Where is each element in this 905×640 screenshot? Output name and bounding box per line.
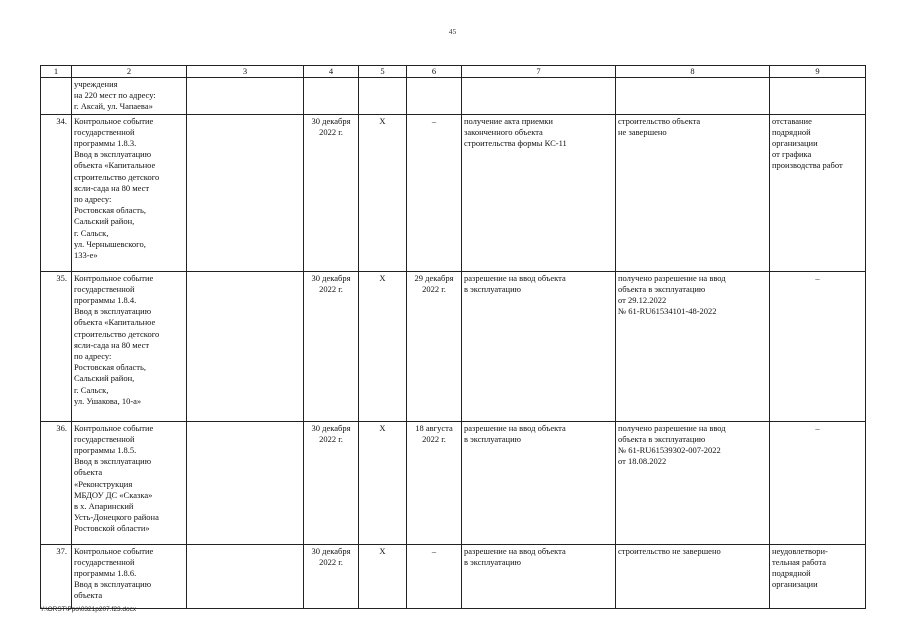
text-line: строительство детского — [74, 171, 160, 182]
column-header-3: 3 — [187, 66, 304, 78]
text-line: строительство объекта — [618, 115, 701, 126]
text-line: – — [431, 545, 437, 556]
text-line: 2022 г. — [319, 126, 343, 137]
table-row — [41, 271, 866, 421]
cell-plan-date — [304, 78, 359, 115]
cell-reason — [770, 114, 866, 271]
text-line: 30 декабря — [311, 272, 351, 283]
text-line: от графика — [772, 149, 812, 160]
cell-reason — [770, 544, 866, 608]
cell-plan-date — [304, 271, 359, 421]
cell-col3 — [187, 114, 304, 271]
text-line: по адресу: — [74, 351, 112, 362]
cell-col5 — [359, 78, 407, 115]
cell-actual-date — [407, 78, 462, 115]
cell-actual-date — [407, 544, 462, 608]
text-line: объекта «Капитальное — [74, 160, 156, 171]
text-line: Ввод в эксплуатацию — [74, 579, 152, 590]
cell-col5: X — [359, 271, 407, 421]
text-line: получено разрешение на ввод — [618, 272, 726, 283]
cell-col3 — [187, 544, 304, 608]
text-line: 2022 г. — [319, 433, 343, 444]
text-line: № 61-RU61539302-007-2022 — [618, 445, 721, 456]
cell-plan-date — [304, 114, 359, 271]
cell-event — [72, 114, 187, 271]
text-line: программы 1.8.3. — [74, 138, 137, 149]
text-line: разрешение на ввод объекта — [464, 545, 566, 556]
text-line: неудовлетвори- — [772, 545, 828, 556]
text-line: объекта — [74, 467, 103, 478]
text-line: 30 декабря — [311, 545, 351, 556]
cell-col3 — [187, 78, 304, 115]
text-line: Усть-Донецкого района — [74, 512, 159, 523]
text-line: 2022 г. — [319, 283, 343, 294]
cell-plan-date — [304, 421, 359, 544]
text-line: организации — [772, 138, 818, 149]
text-line: от 18.08.2022 — [618, 456, 667, 467]
cell-reason — [770, 271, 866, 421]
text-line: Контрольное событие — [74, 422, 154, 433]
text-line: тельная работа — [772, 556, 827, 567]
text-line: Ростовская область, — [74, 205, 147, 216]
text-line: по адресу: — [74, 194, 112, 205]
cell-status — [616, 421, 770, 544]
text-line: объекта «Капитальное — [74, 317, 156, 328]
column-header-8: 8 — [616, 66, 770, 78]
text-line: в эксплуатацию — [464, 283, 521, 294]
text-line: государственной — [74, 283, 135, 294]
text-line: Контрольное событие — [74, 545, 154, 556]
table-row — [41, 544, 866, 608]
cell-actual-date — [407, 421, 462, 544]
text-line: государственной — [74, 433, 135, 444]
cell-event — [72, 271, 187, 421]
text-line: программы 1.8.5. — [74, 445, 137, 456]
text-line: Контрольное событие — [74, 115, 154, 126]
report-table-container — [40, 65, 865, 609]
text-line: учреждения — [74, 79, 118, 89]
cell-result — [462, 421, 616, 544]
cell-result — [462, 271, 616, 421]
text-line: г. Сальск, — [74, 384, 109, 395]
table-row — [41, 114, 866, 271]
continuation-row — [41, 78, 866, 115]
cell-result — [462, 544, 616, 608]
text-line: ясли-сада на 80 мест — [74, 182, 150, 193]
text-line: государственной — [74, 126, 135, 137]
text-line: объекта — [74, 590, 103, 601]
text-line: законченного объекта — [464, 126, 543, 137]
table-header-row — [41, 66, 866, 78]
cell-num: 35. — [41, 271, 72, 421]
text-line: Сальский район, — [74, 216, 135, 227]
cell-event — [72, 78, 187, 115]
text-line: Ввод в эксплуатацию — [74, 306, 152, 317]
footer-file-path: Y:\ORST\Ppo\0321p207.f23.docx — [40, 606, 137, 613]
text-line: на 220 мест по адресу: — [74, 90, 156, 101]
page-number: 45 — [448, 27, 457, 36]
text-line: получение акта приемки — [464, 115, 553, 126]
cell-plan-date — [304, 544, 359, 608]
text-line: г. Аксай, ул. Чапаева» — [74, 101, 153, 112]
text-line: программы 1.8.4. — [74, 295, 137, 306]
cell-col5: X — [359, 544, 407, 608]
text-line: объекта в эксплуатацию — [618, 433, 706, 444]
cell-col5: X — [359, 114, 407, 271]
text-line: от 29.12.2022 — [618, 295, 667, 306]
cell-reason — [770, 78, 866, 115]
text-line: ул. Ушакова, 10-а» — [74, 395, 142, 406]
cell-num: 36. — [41, 421, 72, 544]
text-line: объекта в эксплуатацию — [618, 283, 706, 294]
text-line: 30 декабря — [311, 115, 351, 126]
text-line: Ввод в эксплуатацию — [74, 149, 152, 160]
text-line: в х. Апаринский — [74, 501, 134, 512]
text-line: 133-е» — [74, 250, 98, 261]
cell-event — [72, 421, 187, 544]
text-line: – — [815, 422, 820, 433]
cell-col3 — [187, 271, 304, 421]
text-line: строительство детского — [74, 328, 160, 339]
text-line: 30 декабря — [311, 422, 351, 433]
text-line: не завершено — [618, 126, 667, 137]
column-header-1: 1 — [41, 66, 72, 78]
cell-status — [616, 78, 770, 115]
text-line: 18 августа — [415, 422, 453, 433]
text-line: – — [431, 115, 437, 126]
text-line: – — [815, 272, 820, 283]
text-line: в эксплуатацию — [464, 433, 521, 444]
text-line: Контрольное событие — [74, 272, 154, 283]
cell-result — [462, 78, 616, 115]
text-line: производства работ — [772, 160, 843, 171]
cell-actual-date — [407, 271, 462, 421]
text-line: разрешение на ввод объекта — [464, 272, 566, 283]
text-line: 2022 г. — [422, 433, 446, 444]
text-line: строительство не завершено — [618, 545, 721, 556]
column-header-7: 7 — [462, 66, 616, 78]
table-row — [41, 421, 866, 544]
text-line: программы 1.8.6. — [74, 568, 137, 579]
column-header-9: 9 — [770, 66, 866, 78]
text-line: ясли-сада на 80 мест — [74, 339, 150, 350]
column-header-5: 5 — [359, 66, 407, 78]
text-line: организации — [772, 579, 818, 590]
text-line: получено разрешение на ввод — [618, 422, 726, 433]
cell-col3 — [187, 421, 304, 544]
column-header-6: 6 — [407, 66, 462, 78]
text-line: государственной — [74, 556, 135, 567]
column-header-4: 4 — [304, 66, 359, 78]
cell-num: 34. — [41, 114, 72, 271]
column-header-2: 2 — [72, 66, 187, 78]
text-line: г. Сальск, — [74, 227, 109, 238]
cell-result — [462, 114, 616, 271]
text-line: № 61-RU61534101-48-2022 — [618, 306, 717, 317]
text-line: разрешение на ввод объекта — [464, 422, 566, 433]
text-line: «Реконструкция — [74, 478, 133, 489]
text-line: 29 декабря — [414, 272, 454, 283]
table-body — [41, 78, 866, 609]
text-line: Ростовской области» — [74, 523, 150, 534]
text-line: Сальский район, — [74, 373, 135, 384]
text-line: Ввод в эксплуатацию — [74, 456, 152, 467]
text-line: Ростовская область, — [74, 362, 147, 373]
text-line: отставание — [772, 115, 812, 126]
cell-event — [72, 544, 187, 608]
report-table — [40, 65, 866, 609]
text-line: 2022 г. — [319, 556, 343, 567]
text-line: МБДОУ ДС «Сказка» — [74, 489, 153, 500]
text-line: ул. Чернышевского, — [74, 238, 146, 249]
cell-num: 37. — [41, 544, 72, 608]
cell-num — [41, 78, 72, 115]
text-line: в эксплуатацию — [464, 556, 521, 567]
cell-reason — [770, 421, 866, 544]
cell-status — [616, 271, 770, 421]
text-line: подрядной — [772, 126, 811, 137]
cell-status — [616, 544, 770, 608]
text-line: 2022 г. — [422, 283, 446, 294]
cell-status — [616, 114, 770, 271]
text-line: строительства формы КС-11 — [464, 138, 567, 149]
cell-actual-date — [407, 114, 462, 271]
text-line: подрядной — [772, 568, 811, 579]
cell-col5: X — [359, 421, 407, 544]
